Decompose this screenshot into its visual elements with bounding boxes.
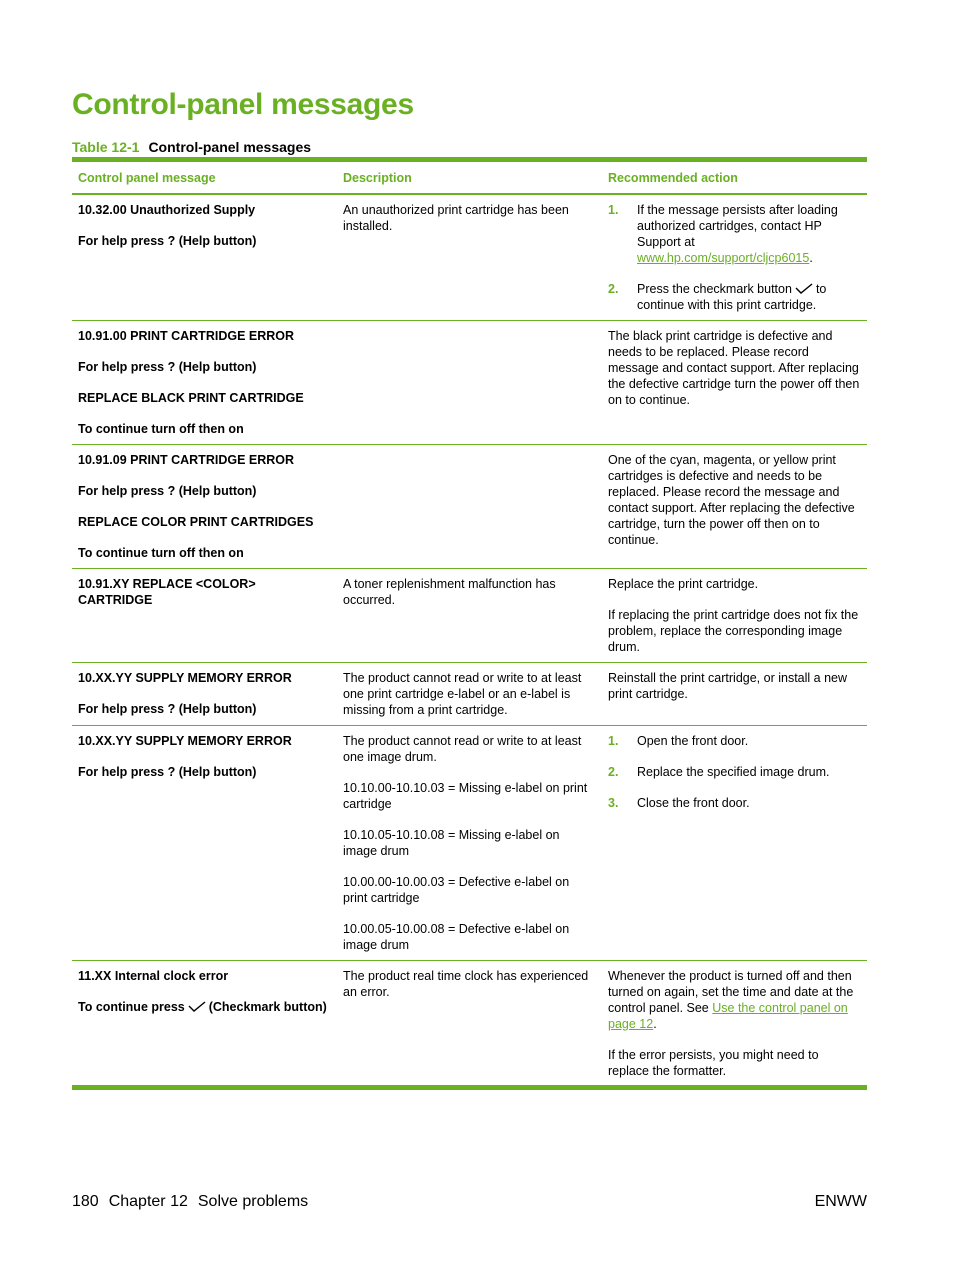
message-cell [72, 663, 337, 726]
action-cell [602, 569, 867, 663]
header-message: Control panel message [78, 171, 216, 185]
table-row [72, 663, 867, 726]
step-text: If the message persists after loading authorized cartridges, contact HP Support at [637, 203, 838, 249]
action-cell [602, 961, 867, 1088]
hp-support-link[interactable]: www.hp.com/support/cljcp6015 [637, 251, 810, 265]
message-code: 10.91.09 PRINT CARTRIDGE ERROR [78, 453, 295, 467]
action-text-end: . [653, 1017, 657, 1031]
section-label: Solve problems [197, 1193, 309, 1210]
footer-right-label: ENWW [814, 1193, 867, 1210]
step-number: 1. [608, 734, 619, 748]
message-code: 10.XX.YY SUPPLY MEMORY ERROR [78, 734, 292, 748]
action-step [608, 764, 861, 780]
message-instruction [78, 999, 331, 1015]
description-text: 10.00.05-10.00.08 = Defective e-label on image drum [343, 922, 570, 952]
description-text: A toner replenishment malfunction has occurred. [343, 577, 556, 607]
table-row [72, 194, 867, 321]
step-text-end: . [809, 251, 813, 265]
header-action: Recommended action [608, 171, 738, 185]
message-code: 11.XX Internal clock error [78, 969, 229, 983]
message-cell [72, 321, 337, 445]
table-row [72, 726, 867, 961]
control-panel-link[interactable]: Use the control panel on page 12 [608, 1001, 848, 1031]
message-code: 10.XX.YY SUPPLY MEMORY ERROR [78, 671, 292, 685]
step-number: 2. [608, 282, 619, 296]
description-text: An unauthorized print cartridge has been installed. [343, 203, 569, 233]
checkmark-icon [188, 1001, 206, 1012]
action-step [608, 202, 861, 266]
description-text: 10.10.00-10.10.03 = Missing e-label on print cartridge [343, 781, 588, 811]
table-number: Table 12-1 [72, 139, 140, 155]
message-help: For help press ? (Help button) [78, 765, 257, 779]
action-text: If the error persists, you might need to replace the formatter. [608, 1048, 819, 1078]
action-cell [602, 194, 867, 321]
message-help: For help press ? (Help button) [78, 360, 257, 374]
chapter-label: Chapter 12 [108, 1193, 188, 1210]
table-title: Control-panel messages [148, 139, 312, 155]
message-instruction: To continue turn off then on [78, 422, 244, 436]
page-number: 180 [72, 1193, 99, 1210]
table-row [72, 569, 867, 663]
action-text-start: Whenever the product is turned off and then turned on again, set the time and date at the control panel. See [608, 969, 854, 1015]
message-instruction-text-end: (Checkmark button) [208, 1000, 327, 1014]
checkmark-icon [795, 283, 813, 294]
action-text [608, 968, 861, 1032]
description-cell [337, 321, 602, 445]
description-text: The product cannot read or write to at least one print cartridge e-label or an e-label is missing from a print cartridge. [343, 671, 582, 717]
action-text: Reinstall the print cartridge, or install a new print cartridge. [608, 671, 848, 701]
messages-table [72, 157, 867, 1090]
message-cell [72, 445, 337, 569]
description-text: 10.10.05-10.10.08 = Missing e-label on image drum [343, 828, 560, 858]
description-cell [337, 663, 602, 726]
action-text: Replace the print cartridge. [608, 577, 759, 591]
header-description: Description [343, 171, 412, 185]
message-cell [72, 194, 337, 321]
step-number: 1. [608, 203, 619, 217]
description-cell [337, 569, 602, 663]
page-footer [72, 1193, 308, 1211]
message-instruction: REPLACE COLOR PRINT CARTRIDGES [78, 515, 314, 529]
step-number: 2. [608, 765, 619, 779]
message-code: 10.91.XY REPLACE <COLOR> CARTRIDGE [78, 577, 256, 607]
message-help: For help press ? (Help button) [78, 702, 257, 716]
action-text: The black print cartridge is defective and needs to be replaced. Please record message and contact support. After replacing the defective cartridge turn the power off then on to continue. [608, 329, 860, 407]
action-cell [602, 321, 867, 445]
description-cell [337, 961, 602, 1088]
action-cell [602, 726, 867, 961]
message-help: For help press ? (Help button) [78, 234, 257, 248]
description-text: 10.00.00-10.00.03 = Defective e-label on print cartridge [343, 875, 570, 905]
table-row [72, 321, 867, 445]
message-code: 10.32.00 Unauthorized Supply [78, 203, 256, 217]
action-text: If replacing the print cartridge does not fix the problem, replace the corresponding image drum. [608, 608, 859, 654]
step-text-end: to continue with this print cartridge. [637, 282, 827, 312]
table-row [72, 961, 867, 1088]
description-text: The product real time clock has experienced an error. [343, 969, 589, 999]
message-cell [72, 569, 337, 663]
step-text: Press the checkmark button [637, 282, 792, 296]
action-step [608, 795, 861, 811]
step-text: Close the front door. [637, 796, 750, 810]
step-number: 3. [608, 796, 619, 810]
action-steps [608, 202, 861, 313]
message-cell [72, 726, 337, 961]
action-cell [602, 663, 867, 726]
table-row [72, 445, 867, 569]
description-cell [337, 726, 602, 961]
table-header-row [72, 160, 867, 195]
action-text: One of the cyan, magenta, or yellow print cartridges is defective and needs to be replaced. Please record the message and contact support. After replacing the defective cartridge, turn the power off then on to continue. [608, 453, 855, 547]
action-steps [608, 733, 861, 811]
message-code: 10.91.00 PRINT CARTRIDGE ERROR [78, 329, 295, 343]
message-cell [72, 961, 337, 1088]
description-text: The product cannot read or write to at least one image drum. [343, 734, 582, 764]
description-cell [337, 194, 602, 321]
message-instruction: REPLACE BLACK PRINT CARTRIDGE [78, 391, 304, 405]
page-title: Control-panel messages [72, 88, 414, 121]
description-cell [337, 445, 602, 569]
action-cell [602, 445, 867, 569]
step-text: Replace the specified image drum. [637, 765, 830, 779]
message-instruction: To continue turn off then on [78, 546, 244, 560]
action-step [608, 733, 861, 749]
message-help: For help press ? (Help button) [78, 484, 257, 498]
message-instruction-text: To continue press [78, 1000, 185, 1014]
step-text: Open the front door. [637, 734, 749, 748]
action-step [608, 281, 861, 313]
table-caption [72, 139, 311, 155]
